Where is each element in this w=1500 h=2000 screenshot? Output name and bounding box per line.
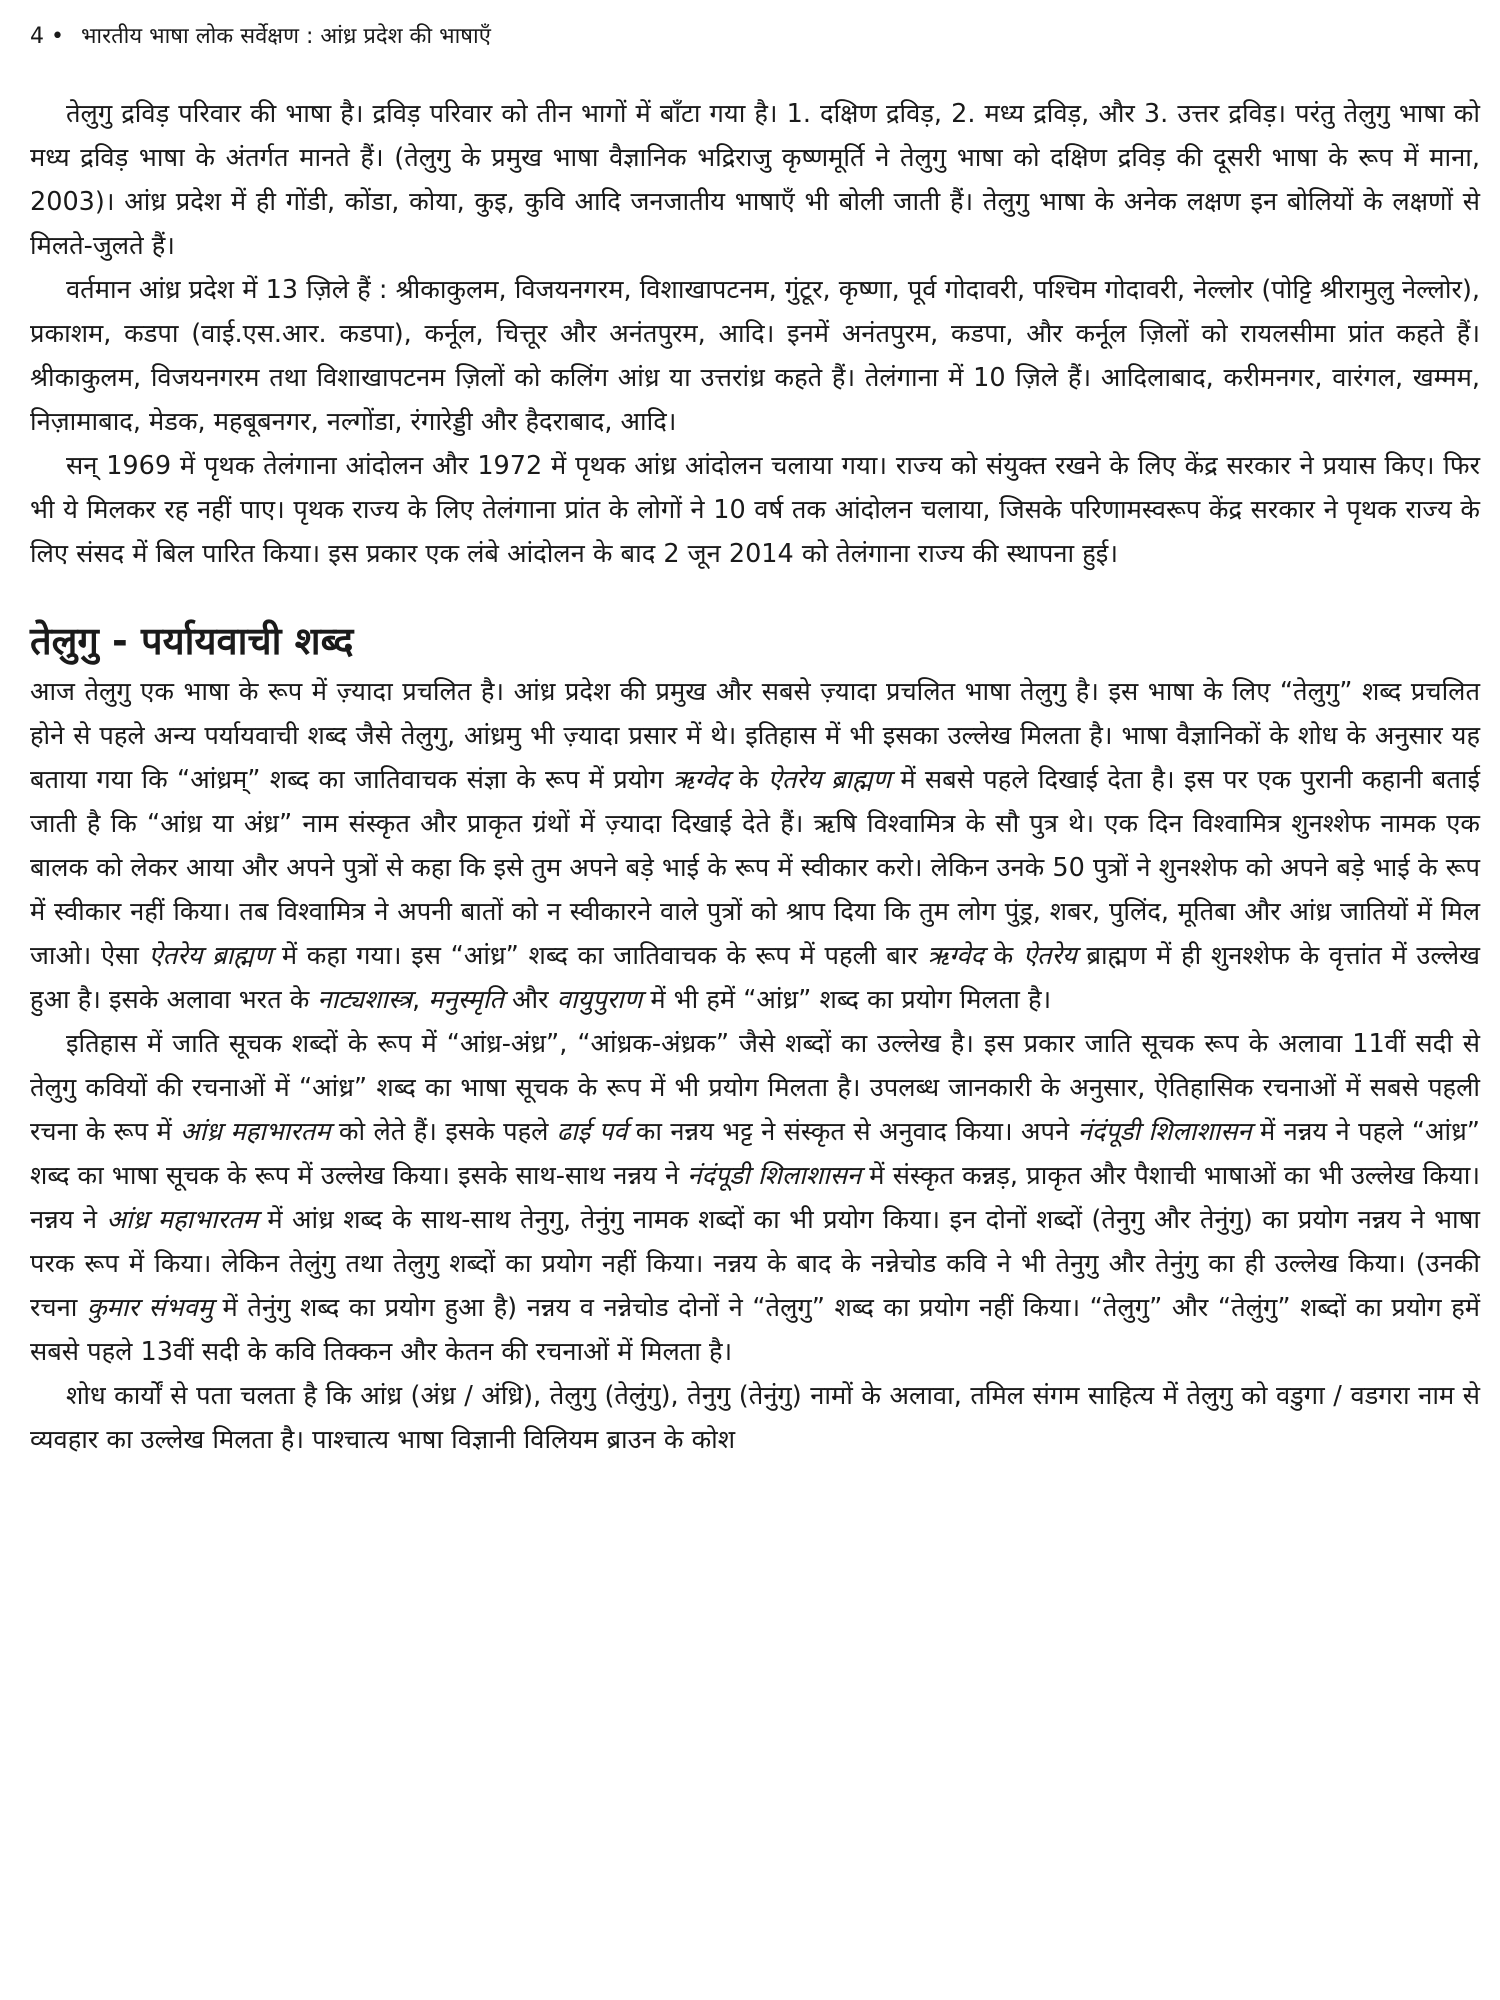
italic-andhra-mahabharatam: आंध्र महाभारतम: [106, 1205, 258, 1235]
italic-manusmriti: मनुस्मृति: [428, 985, 504, 1015]
text-run: में संस्कृत कन्नड़, प्राकृत और पैशाची भाषाओं का भी उल्लेख किया। नन्नय ने: [30, 1161, 1480, 1235]
text-run: के: [984, 941, 1023, 971]
italic-dhai-parv: ढाई पर्व: [556, 1117, 628, 1147]
text-run: में भी हमें “आंध्र” शब्द का प्रयोग मिलता है।: [642, 985, 1052, 1015]
text-run: को लेते हैं। इसके पहले: [330, 1117, 557, 1147]
text-run: में आंध्र शब्द के साथ-साथ तेनुगु, तेनुंगु नामक शब्दों का भी प्रयोग किया। इन दोनों शब्दों (तेनुगु और तेनुंगु) का प्रयोग नन्नय ने भाषा परक रूप में किया। लेकिन तेलुंगु तथा तेलुगु शब्दों का प्रयोग नहीं किया। नन्नय के बाद के नन्नेचोड कवि ने भी तेनुगु और तेनुंगु का ही उल्लेख किया। (उनकी रचना: [30, 1205, 1480, 1323]
italic-natyashastra: नाट्यशास्त्र: [317, 985, 413, 1015]
paragraph-caste-names: [30, 1022, 1480, 1374]
paragraph-dravidian-family: तेलुगु द्रविड़ परिवार की भाषा है। द्रविड़ परिवार को तीन भागों में बाँटा गया है। 1. दक्षिण द्रविड़, 2. मध्य द्रविड़, और 3. उत्तर द्रविड़। परंतु तेलुगु भाषा को मध्य द्रविड़ भाषा के अंतर्गत मानते हैं। (तेलुगु के प्रमुख भाषा वैज्ञानिक भद्रिराजु कृष्णमूर्ति ने तेलुगु भाषा को दक्षिण द्रविड़ की दूसरी भाषा के रूप में माना, 2003)। आंध्र प्रदेश में ही गोंडी, कोंडा, कोया, कुइ, कुवि आदि जनजातीय भाषाएँ भी बोली जाती हैं। तेलुगु भाषा के अनेक लक्षण इन बोलियों के लक्षणों से मिलते-जुलते हैं।: [30, 99, 1480, 261]
paragraph-andhra-origin: [30, 670, 1480, 1022]
paragraph-districts: वर्तमान आंध्र प्रदेश में 13 ज़िले हैं : श्रीकाकुलम, विजयनगरम, विशाखापटनम, गुंटूर, कृष्णा, पूर्व गोदावरी, पश्चिम गोदावरी, नेल्लोर (पोट्टि श्रीरामुलु नेल्लोर), प्रकाशम, कडपा (वाई.एस.आर. कडपा), कर्नूल, चित्तूर और अनंतपुरम, आदि। इनमें अनंतपुरम, कडपा, और कर्नूल ज़िलों को रायलसीमा प्रांत कहते हैं। श्रीकाकुलम, विजयनगरम तथा विशाखापटनम ज़िलों को कलिंग आंध्र या उत्तरांध्र कहते हैं। तेलंगाना में 10 ज़िले हैं। आदिलाबाद, करीमनगर, वारंगल, खम्मम, निज़ामाबाद, मेडक, महबूबनगर, नल्गोंडा, रंगारेड्डी और हैदराबाद, आदि।: [30, 275, 1480, 437]
text-run: के: [729, 765, 768, 795]
section-heading-synonyms: तेलुगु - पर्यायवाची शब्द: [30, 619, 354, 663]
document-page: [30, 22, 1480, 1462]
text-run: में कहा गया। इस “आंध्र” शब्द का जातिवाचक के रूप में पहली बार: [272, 941, 928, 971]
text-run: का नन्नय भट्ट ने संस्कृत से अनुवाद किया। अपने: [627, 1117, 1078, 1147]
italic-rigveda: ऋग्वेद: [927, 941, 984, 971]
text-run: में नन्नय ने पहले “आंध्र” शब्द का भाषा सूचक के रूप में उल्लेख किया। इसके साथ-साथ नन्नय ने: [30, 1117, 1481, 1191]
italic-vayupurana: वायुपुराण: [556, 985, 643, 1015]
italic-nandampudi-shilashasan: नंदंपूडी शिलाशासन: [1077, 1117, 1252, 1147]
italic-nandampudi-shilashasan: नंदंपूडी शिलाशासन: [687, 1161, 862, 1191]
text-run: ,: [412, 985, 429, 1015]
text-run: में सबसे पहले दिखाई देता है। इस पर एक पुरानी कहानी बताई जाती है कि “आंध्र या अंध्र” नाम संस्कृत और प्राकृत ग्रंथों में ज़्यादा दिखाई देते हैं। ऋषि विश्वामित्र के सौ पुत्र थे। एक दिन विश्वामित्र शुनश्शेफ नामक एक बालक को लेकर आया और अपने पुत्रों से कहा कि इसे तुम अपने बड़े भाई के रूप में स्वीकार करो। लेकिन उनके 50 पुत्रों ने शुनश्शेफ को अपने बड़े भाई के रूप में स्वीकार नहीं किया। तब विश्वामित्र ने अपनी बातों को न स्वीकारने वाले पुत्रों को श्राप दिया कि तुम लोग पुंड्र, शबर, पुलिंद, मूतिबा और आंध्र जातियों में मिल जाओ। ऐसा: [30, 765, 1480, 971]
text-run: आज तेलुगु एक भाषा के रूप में ज़्यादा प्रचलित है। आंध्र प्रदेश की प्रमुख और सबसे ज़्यादा प्रचलित भाषा तेलुगु है। इस भाषा के लिए “तेलुगु” शब्द प्रचलित होने से पहले अन्य पर्यायवाची शब्द जैसे तेलुगु, आंध्रमु भी ज़्यादा प्रसार में थे। इतिहास में भी इसका उल्लेख मिलता है। भाषा वैज्ञानिकों के शोध के अनुसार यह बताया गया कि “आंध्रम्” शब्द का जातिवाचक संज्ञा के रूप में प्रयोग: [30, 677, 1480, 795]
paragraph-telangana-movement: सन् 1969 में पृथक तेलंगाना आंदोलन और 1972 में पृथक आंध्र आंदोलन चलाया गया। राज्य को संयुक्त रखने के लिए केंद्र सरकार ने प्रयास किए। फिर भी ये मिलकर रह नहीं पाए। पृथक राज्य के लिए तेलंगाना प्रांत के लोगों ने 10 वर्ष तक आंदोलन चलाया, जिसके परिणामस्वरूप केंद्र सरकार ने पृथक राज्य के लिए संसद में बिल पारित किया। इस प्रकार एक लंबे आंदोलन के बाद 2 जून 2014 को तेलंगाना राज्य की स्थापना हुई।: [30, 451, 1480, 569]
text-run: और: [503, 985, 557, 1015]
italic-aitareya-brahmana: ऐतरेय ब्राह्मण: [148, 941, 273, 971]
italic-kumar-sambhavamu: कुमार संभवमु: [86, 1293, 213, 1323]
paragraph-research-names: शोध कार्यों से पता चलता है कि आंध्र (अंध्र / अंध्रि), तेलुगु (तेलुंगु), तेनुगु (तेनुंगु) नामों के अलावा, तमिल संगम साहित्य में तेलुगु को वडुगा / वडगरा नाम से व्यवहार का उल्लेख मिलता है। पाश्चात्य भाषा विज्ञानी विलियम ब्राउन के कोश: [30, 1381, 1480, 1455]
italic-aitareya: ऐतरेय: [1022, 941, 1077, 971]
running-header: [30, 22, 1480, 52]
running-title: भारतीय भाषा लोक सर्वेक्षण : आंध्र प्रदेश की भाषाएँ: [80, 24, 491, 49]
italic-aitareya-brahmana: ऐतरेय ब्राह्मण: [767, 765, 891, 795]
italic-rigveda: ऋग्वेद: [672, 765, 730, 795]
text-run: इतिहास में जाति सूचक शब्दों के रूप में “आंध्र-अंध्र”, “आंध्रक-अंध्रक” जैसे शब्दों का उल्लेख है। इस प्रकार जाति सूचक रूप के अलावा 11वीं सदी से तेलुगु कवियों की रचनाओं में “आंध्र” शब्द का भाषा सूचक के रूप में भी प्रयोग मिलता है। उपलब्ध जानकारी के अनुसार, ऐतिहासिक रचनाओं में सबसे पहली रचना के रूप में: [30, 1029, 1480, 1147]
page-number: 4 •: [30, 24, 64, 49]
text-run: ब्राह्मण में ही शुनश्शेफ के वृत्तांत में उल्लेख हुआ है। इसके अलावा भरत के: [30, 941, 1480, 1015]
italic-andhra-mahabharatam: आंध्र महाभारतम: [180, 1117, 331, 1147]
text-run: में तेनुंगु शब्द का प्रयोग हुआ है) नन्नय व नन्नेचोड दोनों ने “तेलुगु” शब्द का प्रयोग नहीं किया। “तेलुगु” और “तेलुंगु” शब्दों का प्रयोग हमें सबसे पहले 13वीं सदी के कवि तिक्कन और केतन की रचनाओं में मिलता है।: [30, 1293, 1480, 1367]
